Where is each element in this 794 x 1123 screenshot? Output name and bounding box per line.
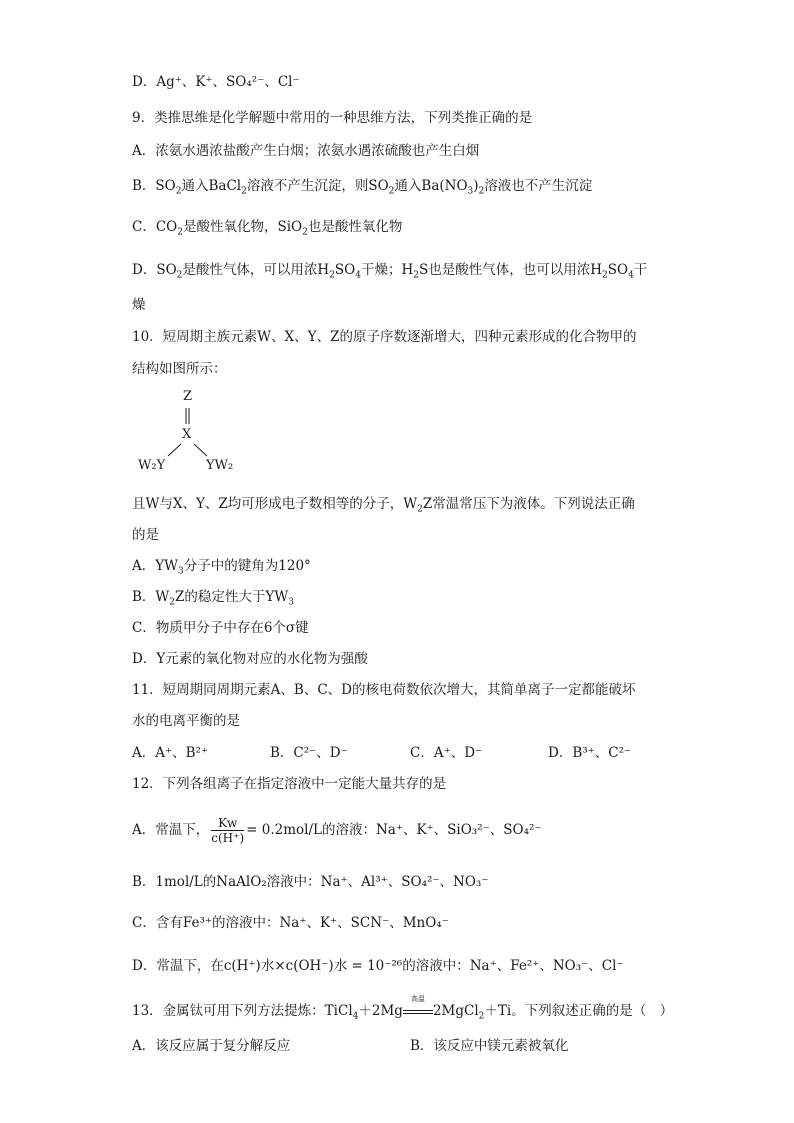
q10-option-d: D．Y元素的氧化物对应的水化物为强酸	[132, 651, 368, 667]
q11-option-b: B．C²⁻、D⁻	[270, 745, 348, 761]
q12-option-c: C．含有Fe³⁺的溶液中：Na⁺、K⁺、SCN⁻、MnO₄⁻	[132, 915, 449, 931]
q10-stem-line3: 且W与X、Y、Z均可形成电子数相等的分子，$W_2Z$常温常压下为液体。下列说法正确	[132, 496, 635, 515]
q12-option-b: B．1mol/L的NaAlO₂溶液中：Na⁺、Al³⁺、SO₄²⁻、NO₃⁻	[132, 874, 489, 890]
kw-fraction: $\frac{Kw}{c(H^+)}$	[211, 815, 245, 845]
compound-structure-diagram	[136, 388, 256, 478]
q10-stem-line4: 的是	[132, 527, 159, 543]
q11-option-d: D．B³⁺、C²⁻	[548, 745, 632, 761]
atom-x: X	[182, 427, 192, 442]
q11-option-a: A．A⁺、B²⁺	[132, 745, 209, 761]
q10-option-a: A．$YW_3$分子中的键角为120°	[132, 558, 311, 577]
q9-option-d-wrap: 燥	[132, 297, 146, 313]
q9-option-c: C．$CO_2$是酸性氧化物，SiO$_2$也是酸性氧化物	[132, 219, 403, 238]
q9-option-d: D．$SO_2$是酸性气体，可以用浓$H_2SO_4$干燥；$H_2S$也是酸性气体，也可以用浓$H_2SO_4$干	[132, 262, 648, 281]
atom-z: Z	[183, 389, 193, 404]
q13-option-b: B．该反应中镁元素被氧化	[410, 1038, 569, 1054]
q11-stem-line2: 水的电离平衡的是	[132, 713, 240, 729]
q9-option-b: B．$SO_2$通入BaCl$_2$溶液不产生沉淀，则$SO_2$通入$Ba(NO_3)_2$溶液也不产生沉淀	[132, 178, 593, 197]
group-w2y: W₂Y	[138, 458, 166, 473]
group-yw2: YW₂	[206, 458, 234, 473]
q9-stem: 9．类推思维是化学解题中常用的一种思维方法，下列类推正确的是	[132, 110, 533, 126]
q10-option-c: C．物质甲分子中存在6个σ键	[132, 620, 309, 636]
q12-option-d: D．常温下，在c(H⁺)水×c(OH⁻)水 = 10⁻²⁶的溶液中：Na⁺、Fe²⁺、NO₃⁻、Cl⁻	[132, 958, 624, 974]
q10-option-b: B．$W_2Z$的稳定性大于$YW_3$	[132, 589, 294, 608]
q8-option-d: D．Ag⁺、K⁺、SO₄²⁻、Cl⁻	[132, 74, 300, 90]
q12-stem: 12．下列各组离子在指定溶液中一定能大量共存的是	[132, 776, 447, 792]
q13-stem: 13．金属钛可用下列方法提炼：TiCl$_4$＋2Mg 高温 2MgCl$_2$＋Ti。下列叙述正确的是（ ）	[132, 995, 674, 1022]
q12-option-a: A．常温下， $\frac{Kw}{c(H^+)}$ = 0.2mol/L的溶液：Na⁺、K⁺、SiO₃²⁻、SO₄²⁻	[132, 815, 542, 845]
q10-stem-line2: 结构如图所示：	[132, 361, 227, 377]
q13-option-a: A．该反应属于复分解反应	[132, 1038, 291, 1054]
q10-stem-line1: 10．短周期主族元素W、X、Y、Z的原子序数逐渐增大，四种元素形成的化合物甲的	[132, 329, 637, 345]
q9-option-a: A．浓氨水遇浓盐酸产生白烟；浓氨水遇浓硫酸也产生白烟	[132, 143, 480, 159]
q11-stem-line1: 11．短周期同周期元素A、B、C、D的核电荷数依次增大，其简单离子一定都能破坏	[132, 682, 636, 698]
q11-option-c: C．A⁺、D⁻	[410, 745, 483, 761]
high-temp-equation-sign: 高温	[403, 1002, 433, 1020]
